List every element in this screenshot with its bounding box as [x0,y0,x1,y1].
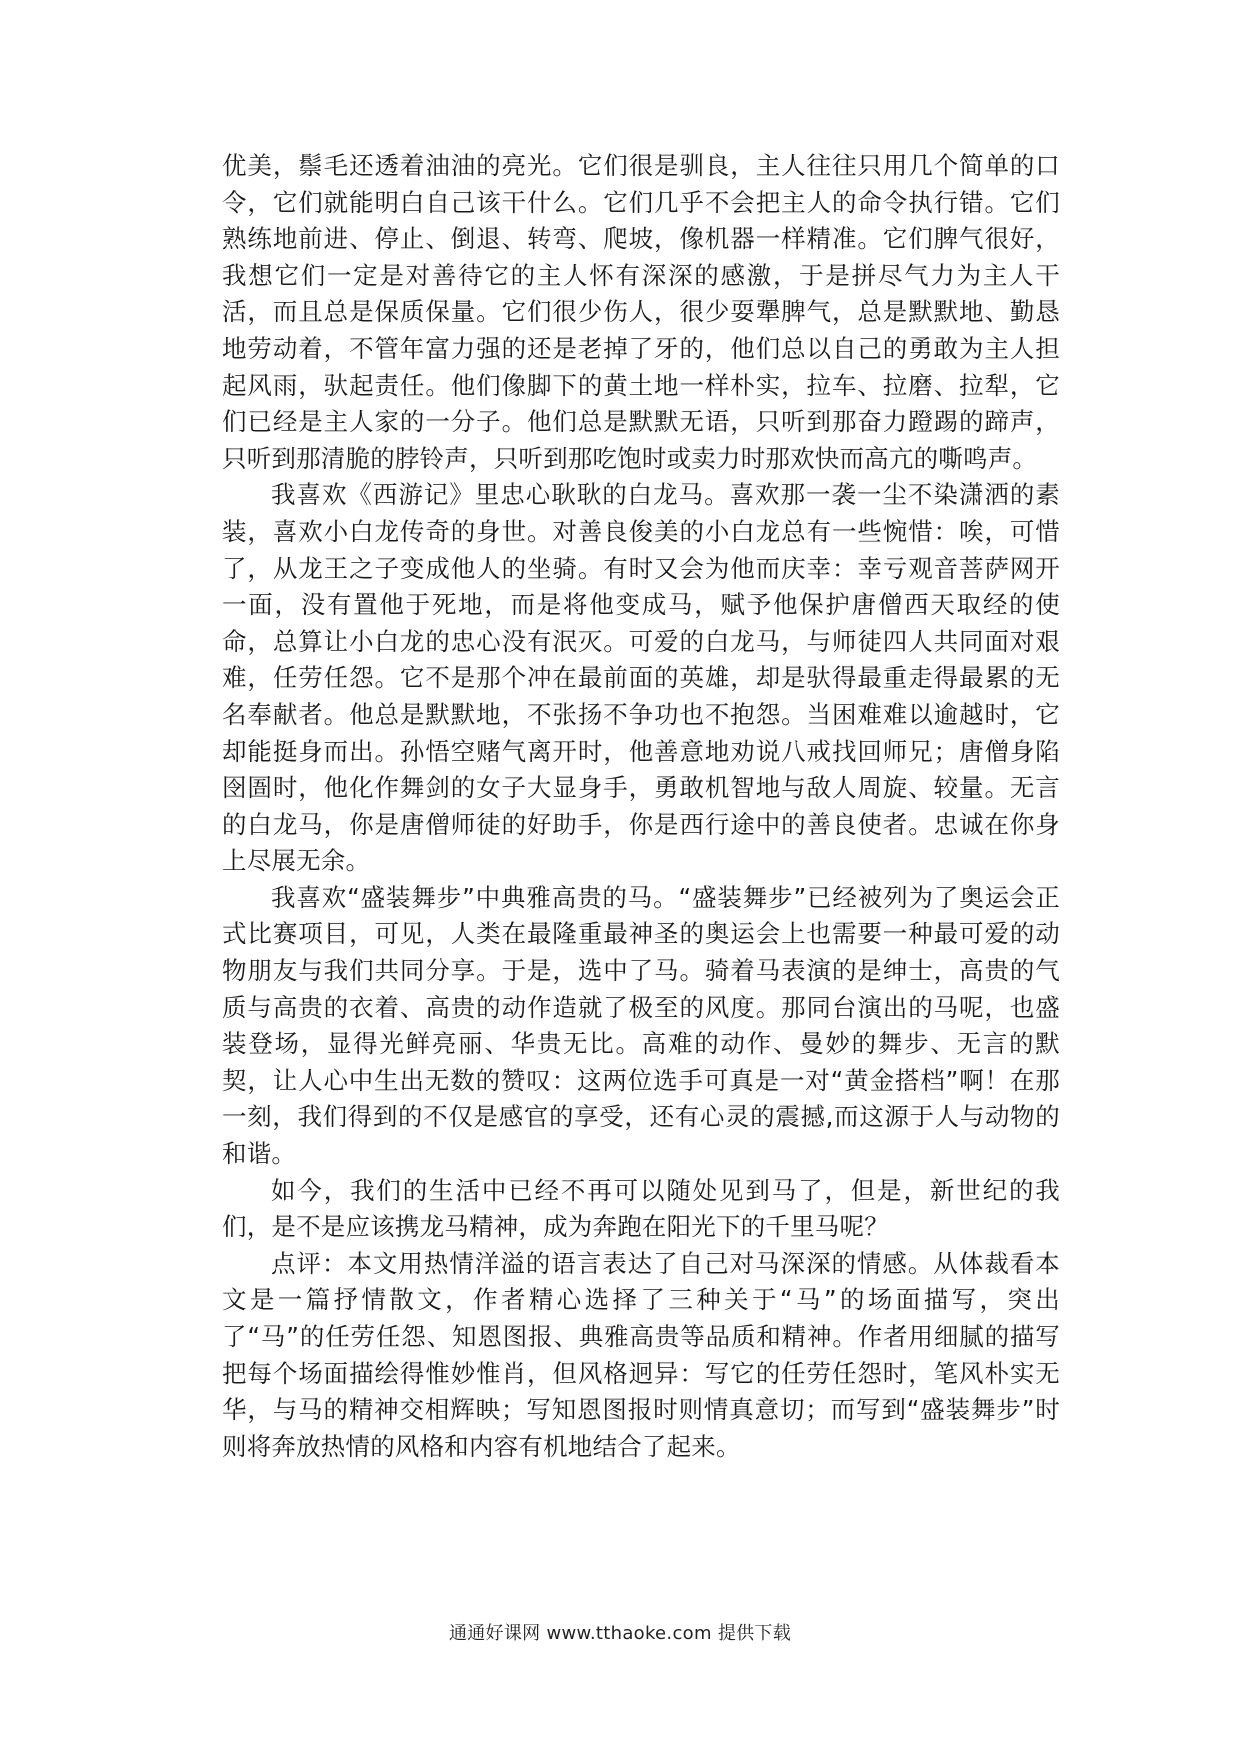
page-footer: 通通好课网 www.tthaoke.com 提供下载 [448,1623,792,1644]
paragraph-conclusion: 如今，我们的生活中已经不再可以随处见到马了，但是，新世纪的我们，是不是应该携龙马精神，成为奔跑在阳光下的千里马呢？ [222,1175,1060,1242]
paragraph-workhorses: 优美，鬃毛还透着油油的亮光。它们很是驯良，主人往往只用几个简单的口令，它们就能明白自己该干什么。它们几乎不会把主人的命令执行错。它们熟练地前进、停止、倒退、转弯、爬坡，像机器一样精准。它们脾气很好，我想它们一定是对善待它的主人怀有深深的感激，于是拼尽气力为主人干活，而且总是保质保量。它们很少伤人，很少耍犟脾气，总是默默地、勤恳地劳动着，不管年富力强的还是老掉了牙的，他们总以自己的勇敢为主人担起风雨，驮起责任。他们像脚下的黄土地一样朴实，拉车、拉磨、拉犁，它们已经是主人家的一分子。他们总是默默无语，只听到那奋力蹬踢的蹄声，只听到那清脆的脖铃声，只听到那吃饱时或卖力时那欢快而高亢的嘶鸣声。 [222,151,1060,473]
paragraph-dressage-horse: 我喜欢“盛装舞步”中典雅高贵的马。“盛装舞步”已经被列为了奥运会正式比赛项目，可见，人类在最隆重最神圣的奥运会上也需要一种最可爱的动物朋友与我们共同分享。于是，选中了马。骑着马表演的是绅士，高贵的气质与高贵的衣着、高贵的动作造就了极至的风度。那同台演出的马呢，也盛装登场，显得光鲜亮丽、华贵无比。高难的动作、曼妙的舞步、无言的默契，让人心中生出无数的赞叹：这两位选手可真是一对“黄金搭档”啊！在那一刻，我们得到的不仅是感官的享受，还有心灵的震撼,而这源于人与动物的和谐。 [222,882,1060,1169]
paragraph-white-dragon-horse: 我喜欢《西游记》里忠心耿耿的白龙马。喜欢那一袭一尘不染潇洒的素装，喜欢小白龙传奇的身世。对善良俊美的小白龙总有一些惋惜：唉，可惜了，从龙王之子变成他人的坐骑。有时又会为他而庆幸：幸亏观音菩萨网开一面，没有置他于死地，而是将他变成马，赋予他保护唐僧西天取经的使命，总算让小白龙的忠心没有泯灭。可爱的白龙马，与师徒四人共同面对艰难，任劳任怨。它不是那个冲在最前面的英雄，却是驮得最重走得最累的无名奉献者。他总是默默地，不张扬不争功也不抱怨。当困难难以逾越时，它却能挺身而出。孙悟空赌气离开时，他善意地劝说八戒找回师兄；唐僧身陷囹圄时，他化作舞剑的女子大显身手，勇敢机智地与敌人周旋、较量。无言的白龙马，你是唐僧师徒的好助手，你是西行途中的善良使者。忠诚在你身上尽展无余。 [222,480,1060,876]
paragraph-commentary: 点评：本文用热情洋溢的语言表达了自己对马深深的情感。从体裁看本文是一篇抒情散文，作者精心选择了三种关于“马”的场面描写，突出了“马”的任劳任怨、知恩图报、典雅高贵等品质和精神。作者用细腻的描写把每个场面描绘得惟妙惟肖，但风格迥异：写它的任劳任怨时，笔风朴实无华，与马的精神交相辉映；写知恩图报时则情真意切；而写到“盛装舞步”时则将奔放热情的风格和内容有机地结合了起来。 [222,1248,1060,1461]
article-body [222,148,1060,1465]
